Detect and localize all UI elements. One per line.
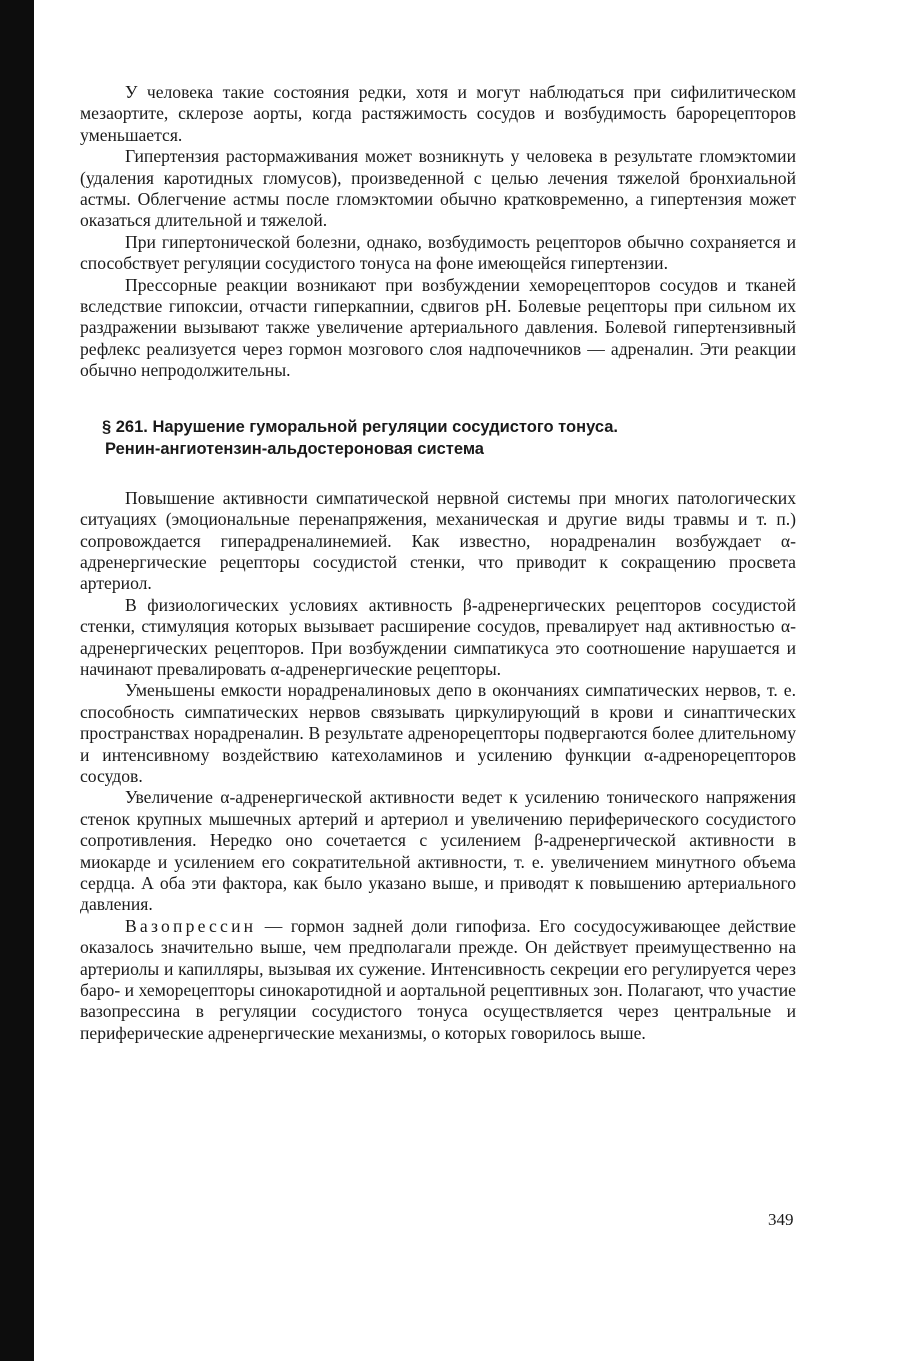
paragraph: В физиологических условиях активность β-адренергических рецепторов сосудистой стенки, стимуляция которых вызывает расширение сосудов, превалирует над активностью α-адренергических рецепторов. При возбуждении симпатикуса это соотношение нарушается и начинают превалировать α-адренергические рецепторы. (80, 594, 796, 679)
scan-left-edge (0, 0, 34, 1361)
paragraph: Уменьшены емкости норадреналиновых депо в окончаниях симпатических нервов, т. е. способность симпатических нервов связывать циркулирующий в крови и синаптических пространствах норадреналин. В результате адренорецепторы подвергаются более длительному и интенсивному воздействию катехоламинов и усилению функции α-адренорецепторов сосудов. (80, 680, 796, 786)
page-number: 349 (768, 1210, 794, 1229)
section-heading (102, 416, 762, 460)
section-heading-line1: § 261. Нарушение гуморальной регуляции сосудистого тонуса. (102, 417, 618, 436)
page-body (80, 82, 796, 1044)
paragraph: Гипертензия растормаживания может возникнуть у человека в результате гломэктомии (удаления каротидных гломусов), произведенной с целью лечения тяжелой бронхиальной астмы. Облегчение астмы после гломэктомии обычно кратковременно, а гипертензия может оказаться длительной и тяжелой. (80, 146, 796, 231)
paragraph: Прессорные реакции возникают при возбуждении хеморецепторов сосудов и тканей вследствие гипоксии, отчасти гиперкапнии, сдвигов рН. Болевые рецепторы при сильном их раздражении вызывают также увеличение артериального давления. Болевой гипертензивный рефлекс реализуется через гормон мозгового слоя надпочечников — адреналин. Эти реакции обычно непродолжительны. (80, 274, 796, 381)
paragraph: Увеличение α-адренергической активности ведет к усилению тонического напряжения стенок крупных мышечных артерий и артериол и увеличению периферического сосудистого сопротивления. Нередко оно сочетается с усилением β-адренергической активности в миокарде и усилением его сократительной активности, т. е. увеличением минутного объема сердца. А оба эти фактора, как было указано выше, и приводят к повышению артериального давления. (80, 787, 796, 915)
paragraph-text: — гормон задней доли гипофиза. Его сосудосуживающее действие оказалось значительно выше, чем предполагали прежде. Он действует преимущественно на артериолы и капилляры, вызывая их сужение. Интенсивность секреции его регулируется через баро- и хеморецепторы синокаротидной и аортальной рецептивных зон. Полагают, что участие вазопрессина в регуляции сосудистого тонуса осуществляется через центральные и периферические адренергические механизмы, о которых говорилось выше. (80, 915, 796, 1043)
term-vasopressin: Вазопрессин (125, 915, 257, 936)
paragraph: При гипертонической болезни, однако, возбудимость рецепторов обычно сохраняется и способствует регуляции сосудистого тонуса на фоне имеющейся гипертензии. (80, 231, 796, 274)
section-heading-line2: Ренин-ангиотензин-альдостероновая система (105, 439, 484, 458)
paragraph-vasopressin (80, 916, 796, 1044)
paragraph: Повышение активности симпатической нервной системы при многих патологических ситуациях (эмоциональные перенапряжения, механическая и другие виды травмы и т. п.) сопровождается гиперадреналинемией. Как известно, норадреналин возбуждает α-адренергические рецепторы сосудистой стенки, что приводит к сокращению просвета артериол. (80, 487, 796, 594)
paragraph: У человека такие состояния редки, хотя и могут наблюдаться при сифилитическом мезаортите, склерозе аорты, когда растяжимость сосудов и возбудимость барорецепторов уменьшается. (80, 82, 796, 145)
